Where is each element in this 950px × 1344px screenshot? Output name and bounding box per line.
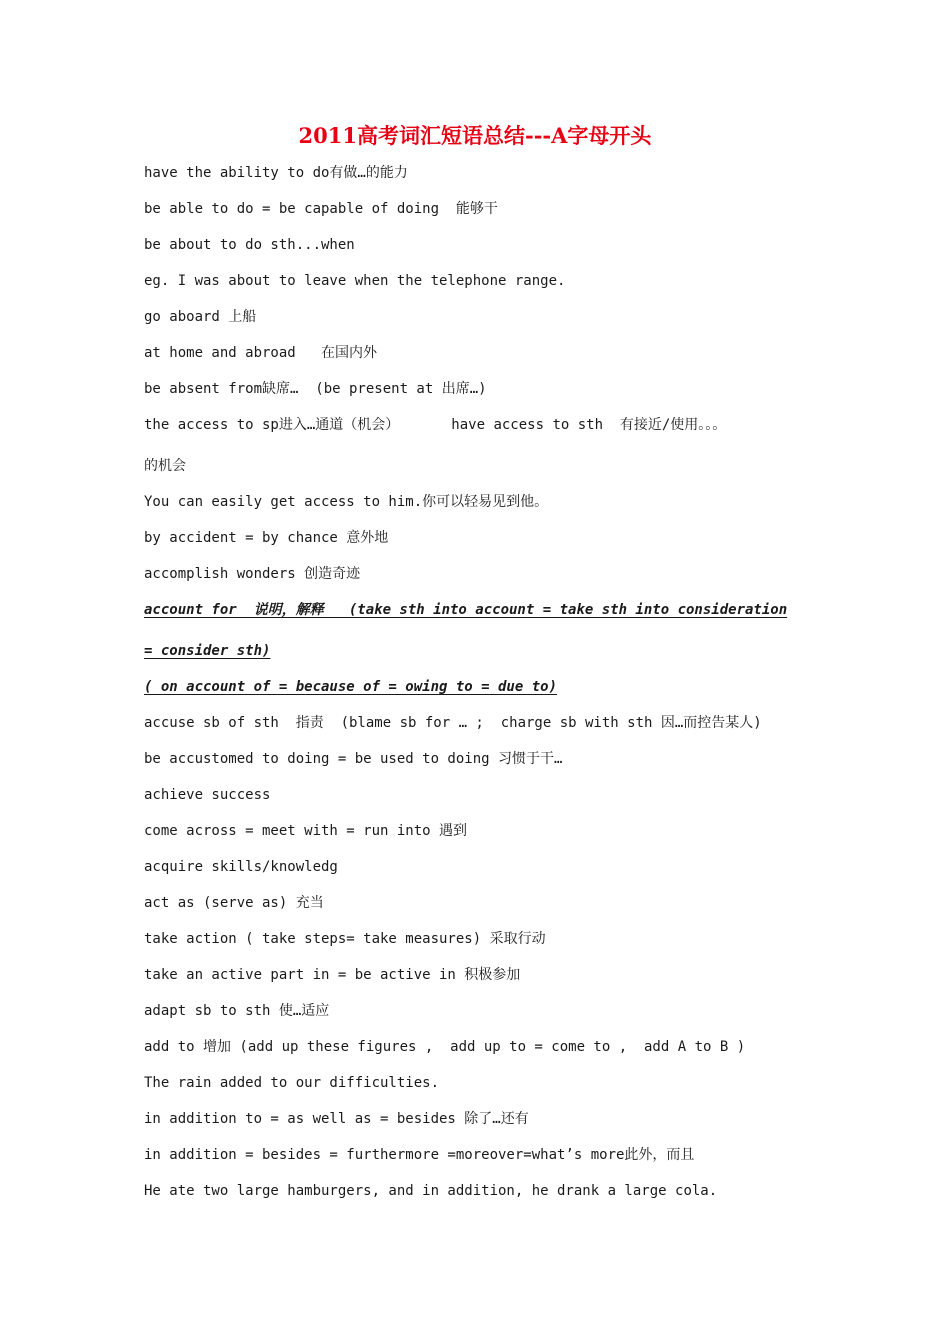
access-phrase-2: have access to sth 有接近/使用。。。: [451, 417, 727, 433]
text-line-add-example: The rain added to our difficulties.: [144, 1075, 440, 1091]
access-phrase-1: the access to sp进入…通道（机会）: [144, 417, 400, 433]
text-line-come-across: come across = meet with = run into 遇到: [144, 823, 468, 839]
text-line-addition-example: He ate two large hamburgers, and in addition, he drank a large cola.: [144, 1183, 718, 1199]
text-line-absent: be absent from缺席… (be present at 出席…): [144, 381, 487, 397]
text-line-in-addition: in addition = besides = furthermore =moreover=what’s more此外，而且: [144, 1147, 695, 1163]
text-line-ability: have the ability to do有做…的能力: [144, 165, 408, 181]
text-line-about: be about to do sth...when: [144, 237, 355, 253]
text-line-accomplish: accomplish wonders 创造奇迹: [144, 566, 361, 582]
page-title: 2011高考词汇短语总结---A字母开头: [298, 123, 652, 148]
text-line-access-example: You can easily get access to him.你可以轻易见到他。: [144, 494, 549, 510]
text-line-account-cont: = consider sth): [144, 643, 271, 659]
text-line-abroad: at home and abroad 在国内外: [144, 345, 378, 361]
text-line-access-cont: 的机会: [144, 458, 186, 474]
text-line-able: be able to do = be capable of doing 能够干: [144, 201, 498, 217]
text-line-accustomed: be accustomed to doing = be used to doing 习惯于干…: [144, 751, 563, 767]
text-line-active: take an active part in = be active in 积极参加: [144, 967, 521, 983]
text-line-accident: by accident = by chance 意外地: [144, 530, 389, 546]
text-line-adapt: adapt sb to sth 使…适应: [144, 1003, 330, 1019]
text-line-about-example: eg. I was about to leave when the telephone range.: [144, 273, 566, 289]
text-line-act-as: act as (serve as) 充当: [144, 895, 324, 911]
text-line-add-to: add to 增加 (add up these figures , add up to = come to , add A to B ): [144, 1039, 746, 1055]
text-line-achieve: achieve success: [144, 787, 271, 803]
text-line-account-for: account for 说明，解释 (take sth into account = take sth into consideration: [144, 602, 788, 618]
text-line-acquire: acquire skills/knowledg: [144, 859, 338, 875]
text-line-on-account: ( on account of = because of = owing to = due to): [144, 679, 558, 695]
text-line-access: [144, 415, 726, 435]
text-line-aboard: go aboard 上船: [144, 309, 257, 325]
text-line-accuse: accuse sb of sth 指责 (blame sb for … ; charge sb with sth 因…而控告某人): [144, 715, 762, 731]
text-line-take-action: take action ( take steps= take measures) 采取行动: [144, 931, 546, 947]
text-line-in-addition-to: in addition to = as well as = besides 除了…还有: [144, 1111, 529, 1127]
